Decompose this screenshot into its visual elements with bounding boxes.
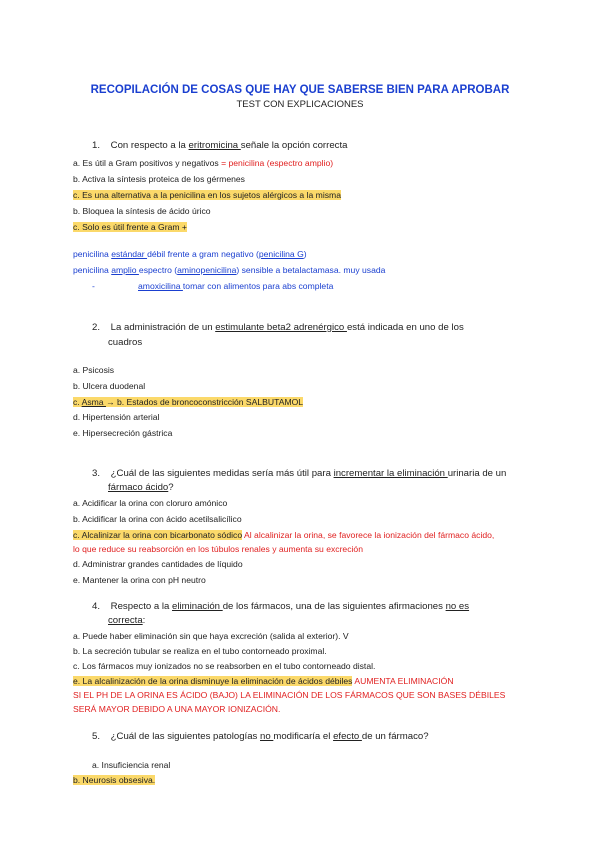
question-number: 5. [92, 731, 101, 742]
question-2-continued: cuadros [108, 337, 143, 348]
question-3: 3. ¿Cuál de las siguientes medidas sería más útil para incrementar la eliminación urinaria de un [92, 468, 507, 479]
question-2: 2. La administración de un estimulante beta2 adrenérgico está indicada en uno de los [92, 322, 464, 333]
option-c-correct: c. Asma → b. Estados de broncoconstricción SALBUTAMOL [73, 397, 304, 407]
question-number: 3. [92, 468, 101, 479]
option-a: a. Psicosis [73, 365, 115, 375]
option-b-correct: b. Neurosis obsesiva. [73, 775, 156, 785]
option-e: e. Hipersecreción gástrica [73, 428, 173, 438]
note-line: - amoxicilina tomar con alimentos para abs completa [92, 281, 334, 291]
option-b: b. Acidificar la orina con ácido acetilsalicílico [73, 514, 242, 524]
option-a: a. Puede haber eliminación sin que haya excreción (salida al exterior). V [73, 631, 349, 641]
option-d: d. Hipertensión arterial [73, 412, 160, 422]
question-3-continued: fármaco ácido? [108, 482, 174, 493]
option-a: a. Insuficiencia renal [92, 760, 171, 770]
option-c: c. Los fármacos muy ionizados no se reabsorben en el tubo contorneado distal. [73, 661, 376, 671]
option-c-correct: c. Es una alternativa a la penicilina en los sujetos alérgicos a la misma [73, 190, 341, 200]
explanation-note: SERÁ MAYOR DEBIDO A UNA MAYOR IONIZACIÓN. [73, 704, 281, 714]
question-4-continued: correcta: [108, 615, 146, 626]
note-line: penicilina amplio espectro (aminopenicilina) sensible a betalactamasa. muy usada [73, 265, 386, 275]
document-title: RECOPILACIÓN DE COSAS QUE HAY QUE SABERSE BIEN PARA APROBAR [90, 84, 510, 96]
question-number: 1. [92, 140, 101, 151]
question-number: 4. [92, 601, 101, 612]
option-d: b. Bloquea la síntesis de ácido úrico [73, 206, 211, 216]
option-b: b. Ulcera duodenal [73, 381, 146, 391]
note-line: penicilina estándar débil frente a gram negativo (penicilina G) [73, 249, 307, 259]
option-a: a. Es útil a Gram positivos y negativos = penicilina (espectro amplio) [73, 158, 334, 168]
question-5: 5. ¿Cuál de las siguientes patologías no modificaría el efecto de un fármaco? [92, 731, 429, 742]
option-e: e. Mantener la orina con pH neutro [73, 575, 206, 585]
question-4: 4. Respecto a la eliminación de los fármacos, una de las siguientes afirmaciones no es [92, 601, 470, 612]
option-d: d. Administrar grandes cantidades de líquido [73, 559, 243, 569]
option-c-correct: c. Alcalinizar la orina con bicarbonato sódico Al alcalinizar la orina, se favorece la ionización del fármaco ácido, [73, 530, 495, 540]
explanation-note: lo que reduce su reabsorción en los túbulos renales y aumenta su excreción [73, 544, 363, 554]
option-e-correct: e. La alcalinización de la orina disminuye la eliminación de ácidos débiles AUMENTA ELIMINACIÓN [73, 676, 454, 686]
question-1: 1. Con respecto a la eritromicina señale la opción correcta [92, 140, 348, 151]
explanation-note: SI EL PH DE LA ORINA ES ÁCIDO (BAJO) LA ELIMINACIÓN DE LOS FÁRMACOS QUE SON BASES DÉBILES [73, 690, 506, 700]
option-a: a. Acidificar la orina con cloruro amónico [73, 498, 228, 508]
option-b: b. Activa la síntesis proteica de los gérmenes [73, 174, 245, 184]
option-e: c. Solo es útil frente a Gram + [73, 222, 187, 232]
document-subtitle: TEST CON EXPLICACIONES [236, 99, 364, 110]
question-number: 2. [92, 322, 101, 333]
option-b: b. La secreción tubular se realiza en el tubo contorneado proximal. [73, 646, 327, 656]
